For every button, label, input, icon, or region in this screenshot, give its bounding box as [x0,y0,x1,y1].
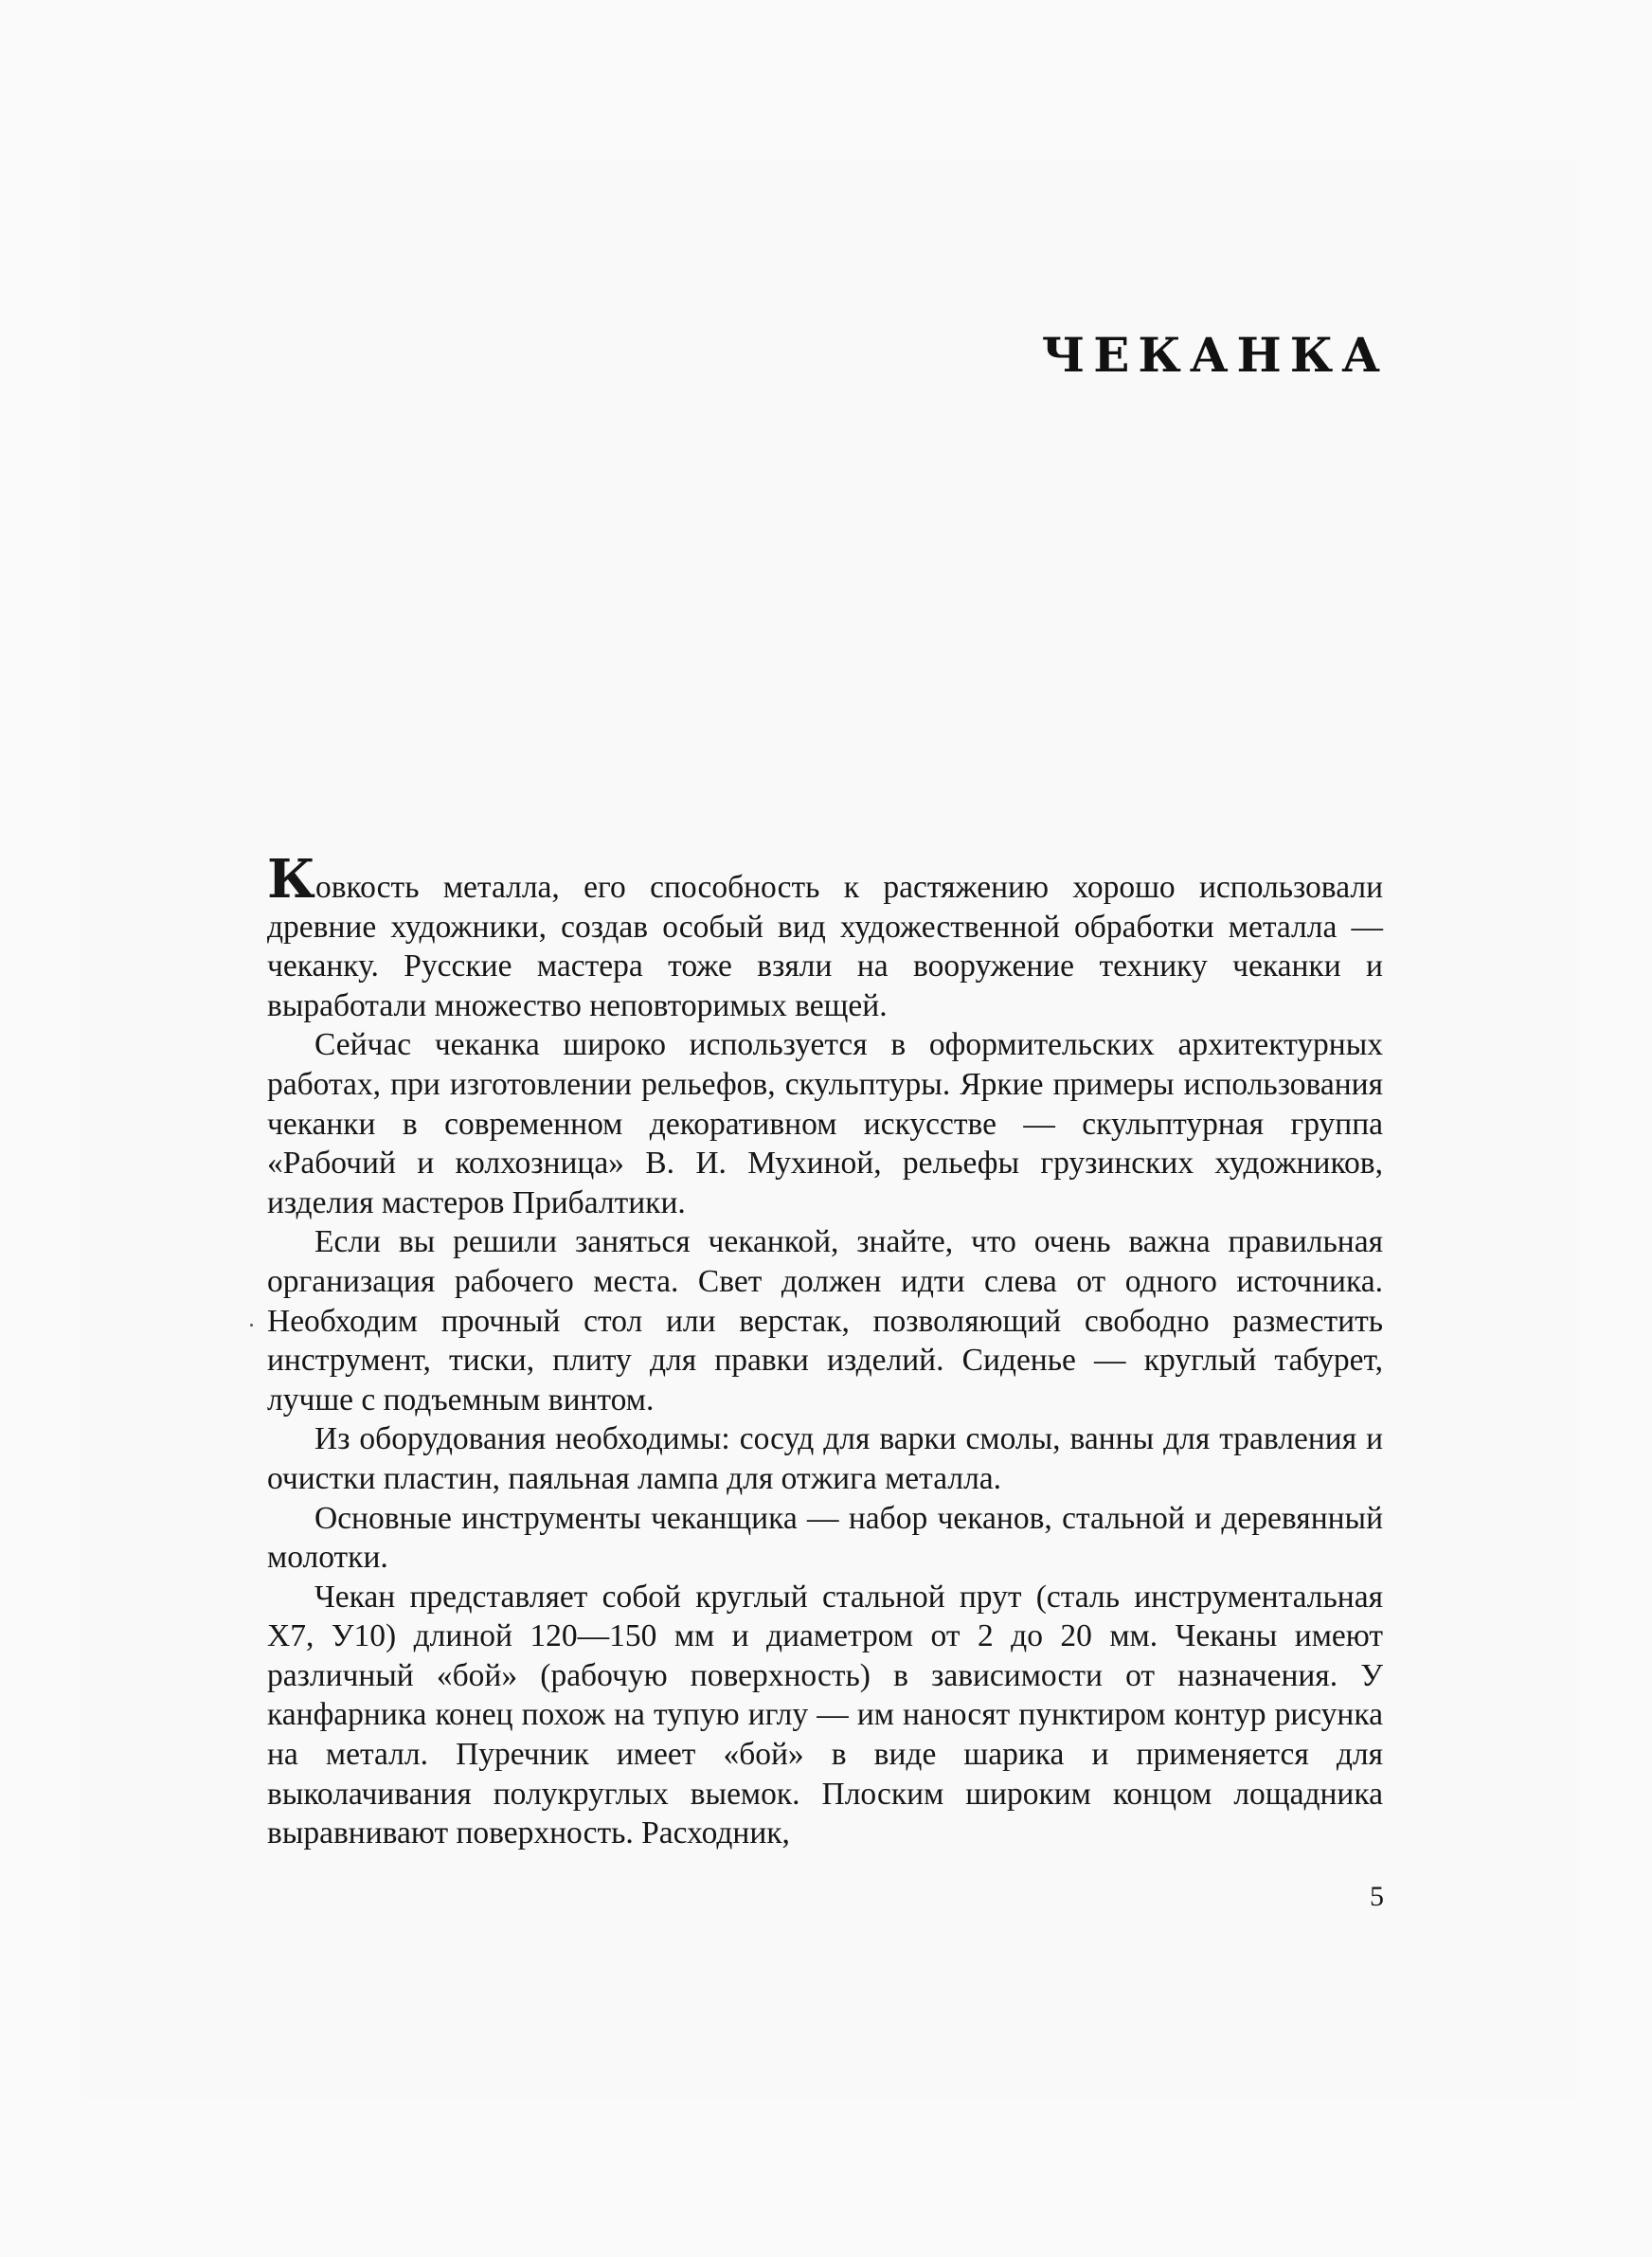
body-text [267,848,1383,1853]
page-number: 5 [1370,1881,1384,1912]
chapter-title: ЧЕКАНКА [1041,327,1389,383]
margin-mark [250,1324,253,1327]
paragraph-6: Чекан представляет собой круглый стальной прут (сталь инструментальная Х7, У10) длиной 120—150 мм и диаметром от 2 до 20 мм. Чеканы имеют различный «бой» (рабочую поверхность) в зависимости от назначения. У канфарника конец похож на тупую иглу — им наносят пунктиром контур рисунка на металл. Пуречник имеет «бой» в виде шарика и применяется для выколачивания полукруглых выемок. Плоским широким концом лощадника выравнивают поверхность. Расходник, [267,1579,1383,1851]
paragraph-3: Если вы решили заняться чеканкой, знайте, что очень важна правильная организация рабочего места. Свет должен идти слева от одного источника. Необходим прочный стол или верстак, позволяющий свободно разместить инструмент, тиски, плиту для правки изделий. Сиденье — круглый табурет, лучше с подъемным винтом. [267,1224,1383,1417]
paragraph-5: Основные инструменты чеканщика — набор чеканов, стальной и деревянный молотки. [267,1500,1383,1576]
paragraph-1 [267,848,1383,1025]
paragraph-4: Из оборудования необходимы: сосуд для варки смолы, ванны для травления и очистки пластин, паяльная лампа для отжига металла. [267,1421,1383,1496]
drop-cap: К [267,848,315,911]
paragraph-2: Сейчас чеканка широко используется в оформительских архитектурных работах, при изготовлении рельефов, скульптуры. Яркие примеры использования чеканки в современном декоративном искусстве — скульптурная группа «Рабочий и колхозница» В. И. Мухиной, рельефы грузинских художников, изделия мастеров Прибалтики. [267,1027,1383,1220]
paragraph-1-text: овкость металла, его способность к растяжению хорошо использовали древние художники, создав особый вид художественной обработки металла — чеканку. Русские мастера тоже взяли на вооружение технику чеканки и выработали множество неповторимых вещей. [267,870,1383,1023]
